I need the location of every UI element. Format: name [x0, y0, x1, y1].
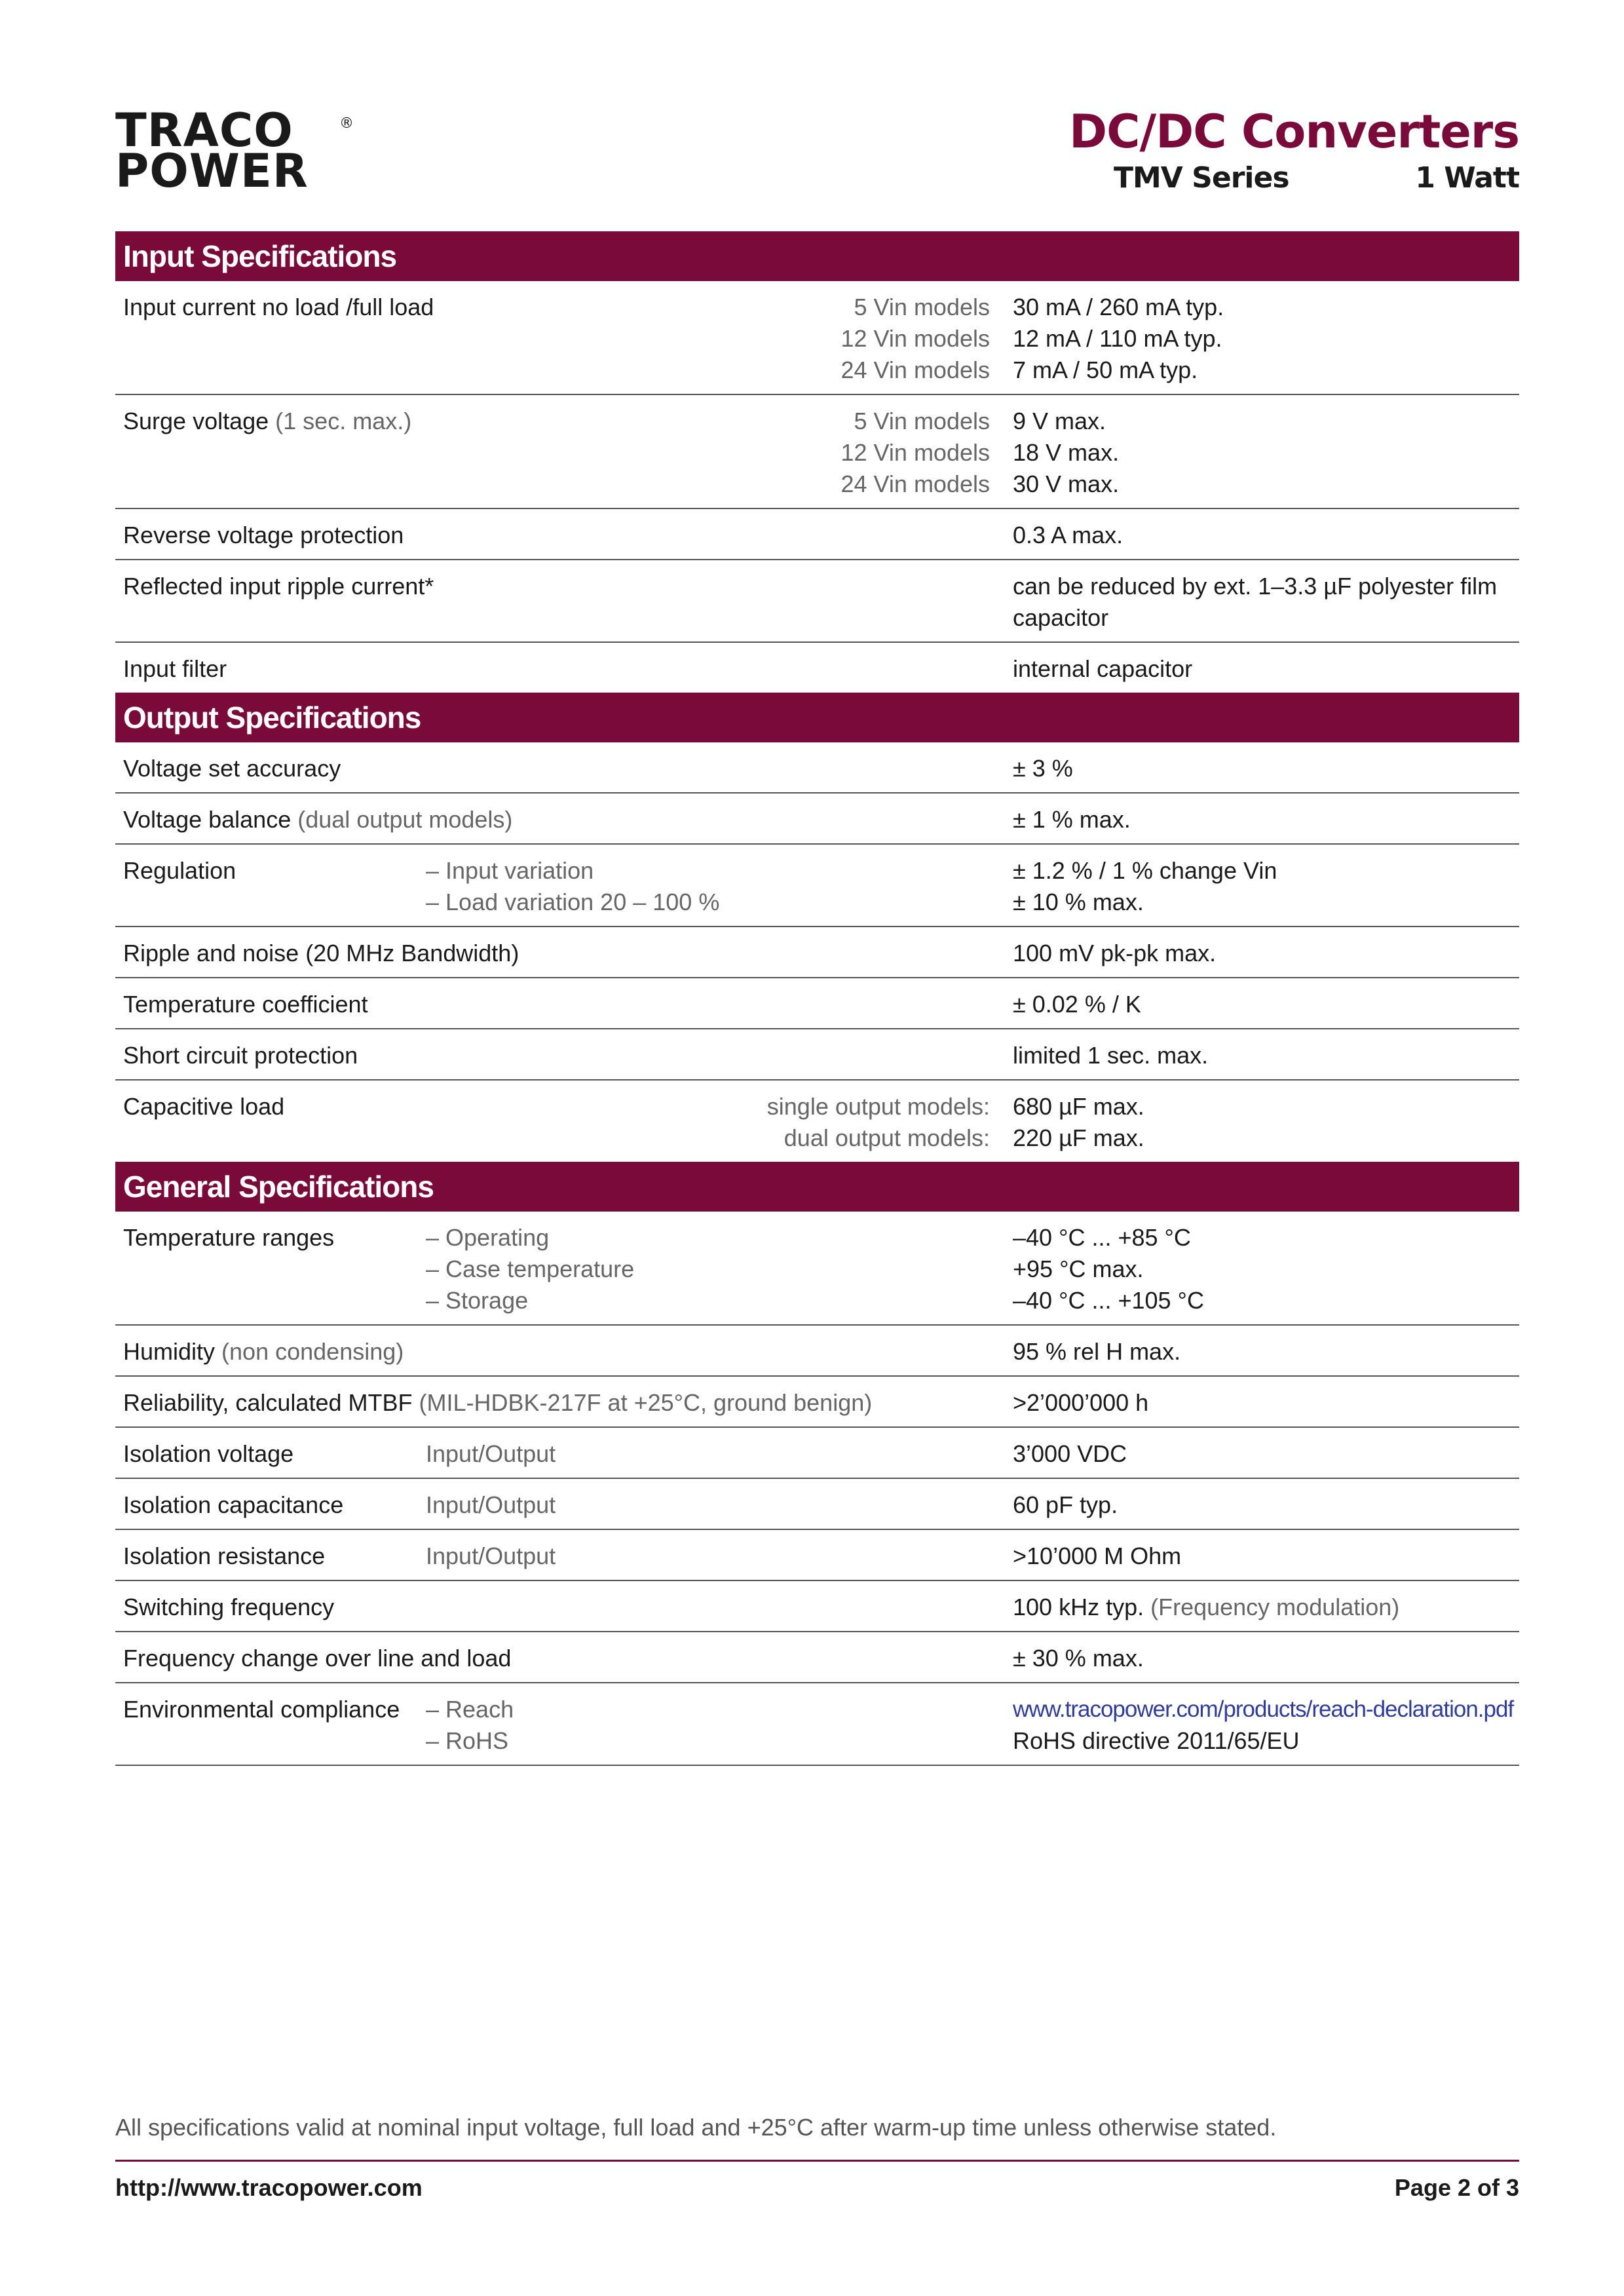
value-list: 680 µF max. 220 µF max.: [1013, 1093, 1144, 1151]
spec-row-temperature-coefficient: [115, 978, 1519, 1029]
condition-list: – Input variation – Load variation 20 – 100 %: [426, 857, 720, 915]
value-text: ± 30 % max.: [1013, 1645, 1144, 1672]
condition-list: 5 Vin models 12 Vin models 24 Vin models: [840, 408, 990, 497]
param-label: Temperature ranges: [123, 1224, 335, 1251]
value-text: 3’000 VDC: [1013, 1440, 1127, 1467]
value-text: limited 1 sec. max.: [1013, 1042, 1209, 1069]
value-text: 60 pF typ.: [1013, 1491, 1118, 1518]
spec-row-surge-voltage: [115, 395, 1519, 509]
registered-mark: ®: [339, 115, 354, 132]
spec-row-input-filter: [115, 643, 1519, 693]
value-text: >2’000’000 h: [1013, 1389, 1149, 1416]
document-title: DC/DC Converters: [1069, 105, 1519, 159]
condition-text: Input/Output: [426, 1491, 556, 1518]
param-label: Capacitive load: [123, 1093, 285, 1120]
spec-row-short-circuit: [115, 1029, 1519, 1081]
spec-row-humidity: [115, 1326, 1519, 1377]
product-series: TMV Series: [1114, 161, 1289, 195]
spec-row-input-current: [115, 281, 1519, 395]
param-label: Frequency change over line and load: [123, 1645, 512, 1672]
value-text: ± 0.02 % / K: [1013, 991, 1141, 1018]
param-label: Isolation capacitance: [123, 1491, 344, 1518]
param-label: Input filter: [123, 655, 227, 682]
param-label: Short circuit protection: [123, 1042, 358, 1069]
value-list: ± 1.2 % / 1 % change Vin ± 10 % max.: [1013, 857, 1277, 915]
spec-row-voltage-balance: [115, 794, 1519, 845]
condition-list: – Operating – Case temperature – Storage: [426, 1224, 635, 1314]
param-label: Input current no load /full load: [123, 294, 434, 320]
brand-logo-line2: POWER: [115, 144, 309, 198]
value-list: can be reduced by ext. 1–3.3 µF polyester film capacitor: [1013, 573, 1498, 631]
value-list: 9 V max. 18 V max. 30 V max.: [1013, 408, 1120, 497]
param-label: Voltage balance (dual output models): [123, 806, 513, 833]
param-label: Ripple and noise (20 MHz Bandwidth): [123, 940, 519, 966]
value-list: 30 mA / 260 mA typ. 12 mA / 110 mA typ. 7 mA / 50 mA typ.: [1013, 294, 1224, 383]
param-label: Reflected input ripple current*: [123, 573, 434, 600]
param-label: Isolation voltage: [123, 1440, 294, 1467]
section-header-output: Output Specifications: [115, 693, 1519, 742]
section-header-input: Input Specifications: [115, 231, 1519, 281]
spec-row-capacitive-load: [115, 1081, 1519, 1162]
condition-text: Input/Output: [426, 1440, 556, 1467]
condition-text: Input/Output: [426, 1542, 556, 1569]
param-label: Voltage set accuracy: [123, 755, 341, 782]
param-label: Reverse voltage protection: [123, 522, 404, 548]
spec-row-environmental-compliance: [115, 1683, 1519, 1766]
value-text: 100 kHz typ. (Frequency modulation): [1013, 1594, 1400, 1620]
param-label: Switching frequency: [123, 1594, 335, 1620]
page-number: Page 2 of 3: [1394, 2174, 1519, 2201]
value-text: >10’000 M Ohm: [1013, 1542, 1182, 1569]
param-label: Surge voltage (1 sec. max.): [123, 408, 412, 434]
spec-row-regulation: [115, 845, 1519, 927]
param-label: Humidity (non condensing): [123, 1338, 404, 1365]
spec-row-frequency-change: [115, 1632, 1519, 1683]
spec-row-ripple-noise: [115, 927, 1519, 978]
spec-row-reverse-voltage: [115, 509, 1519, 560]
value-text: 95 % rel H max.: [1013, 1338, 1181, 1365]
spec-row-temperature-ranges: [115, 1212, 1519, 1326]
value-text: ± 3 %: [1013, 755, 1073, 782]
spec-row-reflected-ripple: [115, 560, 1519, 643]
condition-list: – Reach – RoHS: [426, 1696, 514, 1754]
brand-logo-line1: TRACO: [115, 104, 293, 157]
param-label: Temperature coefficient: [123, 991, 368, 1018]
section-header-general: General Specifications: [115, 1162, 1519, 1212]
value-text: 100 mV pk-pk max.: [1013, 940, 1217, 966]
param-label: Environmental compliance: [123, 1696, 400, 1723]
condition-list: 5 Vin models 12 Vin models 24 Vin models: [840, 294, 990, 383]
spec-row-switching-frequency: [115, 1581, 1519, 1632]
value-text: internal capacitor: [1013, 655, 1193, 682]
footer-divider: [115, 2160, 1519, 2162]
power-rating: 1 Watt: [1415, 161, 1519, 195]
condition-list: single output models: dual output models:: [766, 1093, 990, 1151]
footnote: All specifications valid at nominal input voltage, full load and +25°C after warm-up time unless otherwise stated.: [115, 2114, 1277, 2141]
param-label: Reliability, calculated MTBF (MIL-HDBK-217F at +25°C, ground benign): [123, 1389, 873, 1416]
value-list: www.tracopower.com/products/reach-declaration.pdf RoHS directive 2011/65/EU: [1013, 1694, 1519, 1757]
specifications-table: [115, 231, 1519, 1766]
spec-row-mtbf: [115, 1377, 1519, 1428]
value-text: 0.3 A max.: [1013, 522, 1124, 548]
footer-website-link[interactable]: http://www.tracopower.com: [115, 2174, 423, 2201]
param-label: Regulation: [123, 857, 236, 884]
value-text: ± 1 % max.: [1013, 806, 1131, 833]
reach-declaration-link[interactable]: www.tracopower.com/products/reach-declaration.pdf: [1013, 1696, 1514, 1722]
brand-logo: [115, 104, 364, 198]
spec-row-isolation-resistance: [115, 1530, 1519, 1581]
spec-row-isolation-capacitance: [115, 1479, 1519, 1530]
spec-row-isolation-voltage: [115, 1428, 1519, 1479]
value-list: –40 °C ... +85 °C +95 °C max. –40 °C ... +105 °C: [1013, 1224, 1204, 1314]
spec-row-voltage-accuracy: [115, 742, 1519, 794]
param-label: Isolation resistance: [123, 1542, 326, 1569]
